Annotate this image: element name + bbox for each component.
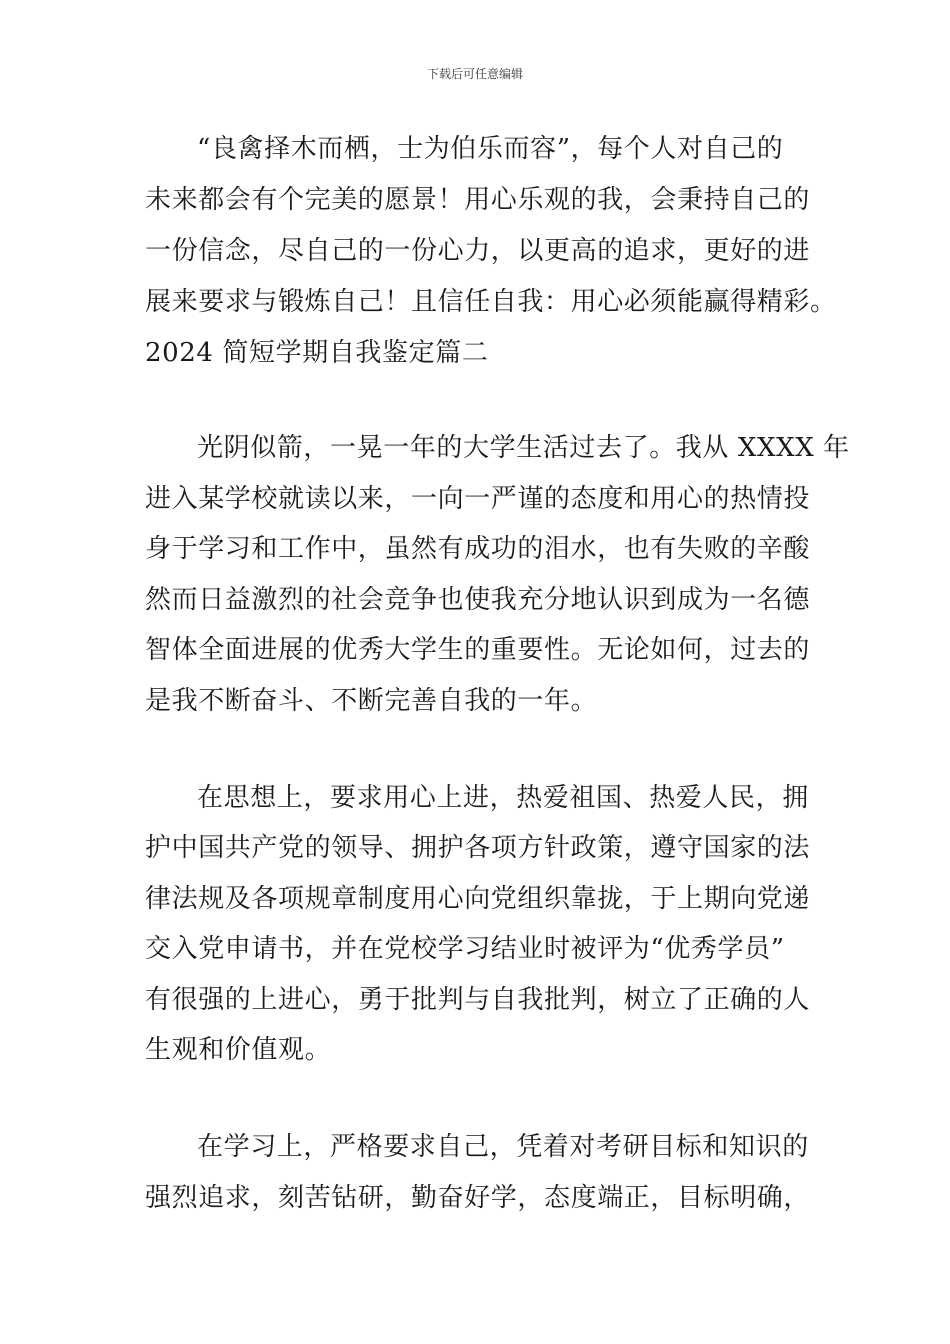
text-line: 展来要求与锻炼自己！且信任自我：用心必须能赢得精彩。: [145, 287, 837, 317]
text-line: 光阴似箭，一晃一年的大学生活过去了。我从 XXXX 年: [197, 433, 850, 463]
text-line: “良禽择木而栖，士为伯乐而容”，每个人对自己的: [197, 134, 784, 164]
text-line: 有很强的上进心，勇于批判与自我批判，树立了正确的人: [145, 985, 811, 1015]
text-line: 进入某学校就读以来，一向一严谨的态度和用心的热情投: [145, 484, 811, 514]
text-line: 智体全面进展的优秀大学生的重要性。无论如何，过去的: [145, 635, 811, 665]
text-line: 护中国共产党的领导、拥护各项方针政策，遵守国家的法: [145, 833, 811, 863]
text-line: 未来都会有个完美的愿景！用心乐观的我，会秉持自己的: [145, 185, 811, 215]
text-line: 是我不断奋斗、不断完善自我的一年。: [145, 686, 598, 716]
text-line: 生观和价值观。: [145, 1035, 332, 1065]
text-line: 交入党申请书，并在党校学习结业时被评为“优秀学员”: [145, 934, 785, 964]
text-line: 在思想上，要求用心上进，热爱祖国、热爱人民，拥: [197, 783, 809, 813]
text-line: 身于学习和工作中，虽然有成功的泪水，也有失败的辛酸: [145, 534, 811, 564]
section-heading: 2024 简短学期自我鉴定篇二: [145, 338, 489, 368]
text-line: 一份信念，尽自己的一份心力，以更高的追求，更好的进: [145, 236, 811, 266]
text-line: 强烈追求，刻苦钻研，勤奋好学，态度端正，目标明确，: [145, 1183, 811, 1213]
page-header: 下载后可任意编辑: [426, 67, 523, 81]
text-line: 律法规及各项规章制度用心向党组织靠拢，于上期向党递: [145, 884, 811, 914]
text-line: 然而日益激烈的社会竞争也使我充分地认识到成为一名德: [145, 585, 811, 615]
text-line: 在学习上，严格要求自己，凭着对考研目标和知识的: [197, 1132, 809, 1162]
